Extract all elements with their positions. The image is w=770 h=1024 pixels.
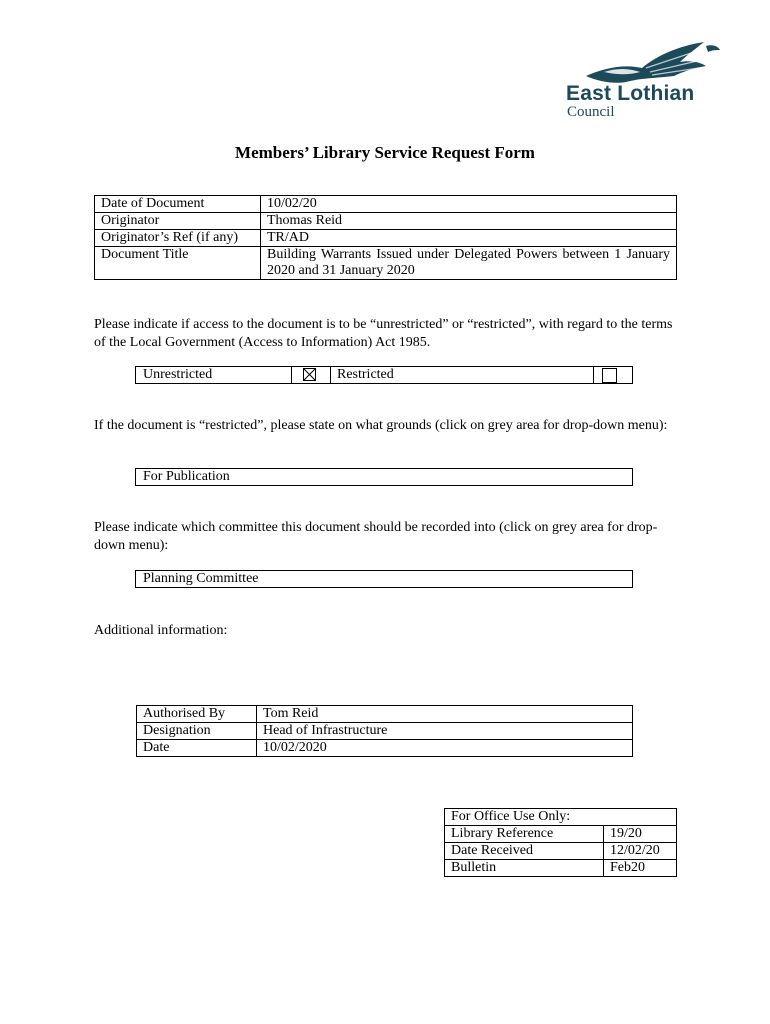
committee-prompt: Please indicate which committee this document should be recorded into (click on grey area for drop-down menu): [94, 520, 658, 553]
date-value[interactable]: 10/02/2020 [257, 740, 633, 757]
table-row [445, 826, 677, 843]
authorised-by-value[interactable]: Tom Reid [257, 706, 633, 723]
library-reference-label: Library Reference [445, 826, 604, 843]
authorisation-table [136, 705, 633, 757]
table-row [137, 740, 633, 757]
table-row [445, 809, 677, 826]
originator-ref-label: Originator’s Ref (if any) [95, 230, 261, 247]
library-reference-value[interactable]: 19/20 [604, 826, 677, 843]
access-selector [135, 366, 633, 384]
table-row [95, 213, 677, 230]
office-use-table [444, 808, 677, 877]
additional-information-label: Additional information: [94, 623, 228, 638]
date-received-label: Date Received [445, 843, 604, 860]
date-of-document-label: Date of Document [95, 196, 261, 213]
restricted-checkbox[interactable] [602, 368, 617, 383]
page-title: Members’ Library Service Request Form [235, 143, 535, 162]
date-of-document-value[interactable]: 10/02/20 [261, 196, 677, 213]
table-row [95, 230, 677, 247]
council-logo [566, 42, 722, 122]
logo-name: East Lothian [566, 82, 695, 105]
originator-ref-value[interactable]: TR/AD [261, 230, 677, 247]
document-title-label: Document Title [95, 247, 261, 280]
originator-value[interactable]: Thomas Reid [261, 213, 677, 230]
originator-label: Originator [95, 213, 261, 230]
access-prompt: Please indicate if access to the document is to be “unrestricted” or “restricted”, with regard to the terms of the Local Government (Access to Information) Act 1985. [94, 317, 673, 350]
table-row [445, 843, 677, 860]
designation-value[interactable]: Head of Infrastructure [257, 723, 633, 740]
table-row [137, 706, 633, 723]
table-row [95, 196, 677, 213]
date-received-value[interactable]: 12/02/20 [604, 843, 677, 860]
grounds-dropdown[interactable]: For Publication [135, 468, 633, 486]
table-row [137, 723, 633, 740]
logo-subtitle: Council [567, 104, 615, 120]
grounds-prompt: If the document is “restricted”, please state on what grounds (click on grey area for drop-down menu): [94, 418, 668, 433]
unrestricted-label: Unrestricted [136, 367, 292, 383]
bulletin-value[interactable]: Feb20 [604, 860, 677, 877]
document-title-value[interactable]: Building Warrants Issued under Delegated Powers between 1 January 2020 and 31 January 2020 [261, 247, 677, 280]
unrestricted-checkbox-cell[interactable] [292, 367, 331, 383]
office-use-heading: For Office Use Only: [445, 809, 677, 826]
document-details-table [94, 195, 677, 280]
restricted-checkbox-cell[interactable] [594, 367, 632, 383]
designation-label: Designation [137, 723, 257, 740]
authorised-by-label: Authorised By [137, 706, 257, 723]
bulletin-label: Bulletin [445, 860, 604, 877]
committee-dropdown[interactable]: Planning Committee [135, 570, 633, 588]
restricted-label: Restricted [331, 367, 594, 383]
date-label: Date [137, 740, 257, 757]
unrestricted-checkbox[interactable] [303, 368, 316, 381]
table-row [95, 247, 677, 280]
table-row [445, 860, 677, 877]
